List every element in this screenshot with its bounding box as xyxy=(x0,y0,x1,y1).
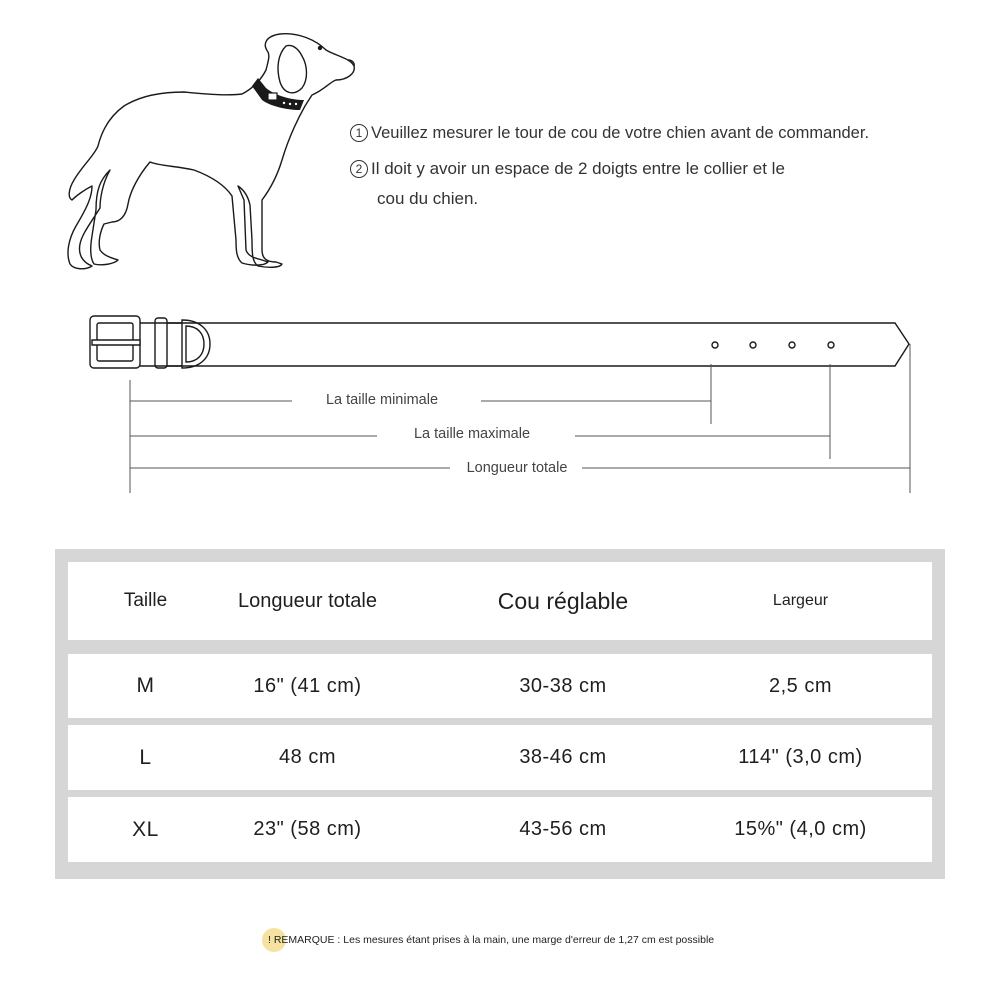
header-width: Largeur xyxy=(772,592,829,609)
neck-range-cell: 30-38 cm xyxy=(519,674,607,697)
strap-hole xyxy=(789,342,795,348)
max-size-label: La taille maximale xyxy=(413,426,531,442)
strap-keeper xyxy=(155,318,167,368)
dog-illustration xyxy=(60,30,360,275)
step-number-2: 2 xyxy=(350,160,368,178)
width-cell: 15%" (4,0 cm) xyxy=(734,818,867,840)
table-row xyxy=(68,725,932,790)
collar-measurement-diagram xyxy=(0,300,1000,500)
size-cell: L xyxy=(139,745,152,769)
instruction-step-2 xyxy=(350,154,970,214)
instruction-step-1 xyxy=(350,118,970,148)
instructions xyxy=(350,118,970,214)
strap-hole xyxy=(712,342,718,348)
header-size: Taille xyxy=(123,590,168,611)
neck-range-cell: 38-46 cm xyxy=(519,746,607,768)
min-size-label: La taille minimale xyxy=(325,392,439,408)
total-length-cell: 16" (41 cm) xyxy=(253,674,362,697)
strap-hole xyxy=(750,342,756,348)
size-cell: M xyxy=(136,674,155,697)
width-cell: 2,5 cm xyxy=(768,674,833,697)
remark-text: ! REMARQUE : Les mesures étant prises à la main, une marge d'erreur de 1,27 cm est possible xyxy=(268,934,715,946)
size-cell: XL xyxy=(132,817,159,841)
size-table xyxy=(55,549,945,879)
header-total-length: Longueur totale xyxy=(237,589,377,612)
remark-note xyxy=(268,928,714,952)
step-number-1: 1 xyxy=(350,124,368,142)
step-2-text-line-1: Il doit y avoir un espace de 2 doigts entre le collier et le xyxy=(371,159,785,178)
total-length-cell: 48 cm xyxy=(279,746,336,768)
header-adjustable-neck: Cou réglable xyxy=(497,587,629,614)
buckle-tongue xyxy=(92,340,140,345)
total-length-cell: 23" (58 cm) xyxy=(253,818,362,840)
table-row xyxy=(68,654,932,718)
table-header-row xyxy=(68,562,932,640)
table-row xyxy=(68,797,932,862)
step-2-text-line-2: cou du chien. xyxy=(377,189,479,208)
width-cell: 114" (3,0 cm) xyxy=(738,746,863,768)
step-1-text: Veuillez mesurer le tour de cou de votre chien avant de commander. xyxy=(371,124,870,142)
total-length-label: Longueur totale xyxy=(466,460,568,476)
strap-hole xyxy=(828,342,834,348)
neck-range-cell: 43-56 cm xyxy=(519,818,607,840)
